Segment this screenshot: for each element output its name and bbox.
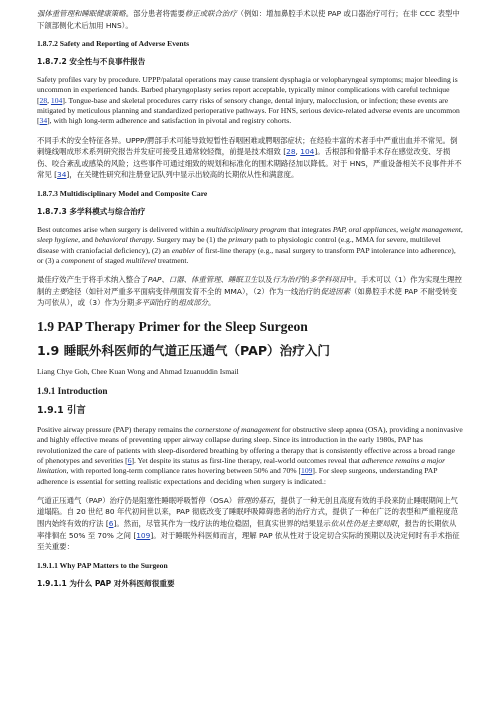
paragraph-1-8-7-2-zh: 不同手术的安全特征各异。UPPP/腭部手术可能导致短暂性吞咽困难或腭咽部症状；在经验丰富的术者手中严重出血并不常见。倒刺缝线咽成形术系列研究报告并发症可接受且通常较轻微，前提是技术细致 [28, 104]。舌根部和骨骼手术存在感觉改变、牙损伤、咬合紊乱或感染的风险；这些事件可通过细致的规划和标准化的围术期路径加以降低。对于 HNS，严重设备相关不良事件并不常见 [34]，在关键性研究和注册登记队列中显示出较高的长期依从性和满意度。	[37, 135, 462, 180]
heading-1-8-7-2-zh: 1.8.7.2 安全性与不良事件报告	[37, 57, 146, 67]
citation-link[interactable]: 6	[108, 518, 114, 528]
citation-link[interactable]: 104	[300, 147, 315, 157]
paragraph-1-9-1-zh: 气道正压通气（PAP）治疗仍是阻塞性睡眠呼吸暂停（OSA）管理的基石，提供了一种无创且高度有效的手段来防止睡眠期间上气道塌陷。自 20 世纪 80 年代初问世以来，PAP 彻底改变了睡眠呼吸障碍患者的治疗方式，提供了一种在广泛的表型和严重程度范围内始终有效的疗法 [6]。然而，尽管其作为一线疗法的地位稳固，但真实世界的结果显示依从性仍是主要局限，报告的长期依从率徘徊在 50% 至 70% 之间 [109]。对于睡眠外科医师而言，理解 PAP 依从性对于设定切合实际的预期以及决定何时有手术指征至关重要：	[37, 495, 460, 552]
heading-1-9-1-1-en: 1.9.1.1 Why PAP Matters to the Surgeon	[37, 560, 168, 570]
paragraph-1-9-1-en: Positive airway pressure (PAP) therapy remains the cornerstone of management for obstructive sleep apnea (OSA), providing a noninvasive and highly effective means of preventing upper airway collapse during sleep. Since its introduction in the early 1980s, PAP has revolutionized the care of patients with sleep-disordered breathing by offering a therapy that is consistently effective across a broad range of phenotypes and severities [6]. Yet despite its status as first-line therapy, real-world outcomes reveal that adherence remains a major limitation, with reported long-term compliance rates hovering between 50% and 70% [109]. For sleep surgeons, understanding PAP adherence is essential for setting realistic expectations and deciding when surgery is indicated.:	[37, 425, 463, 486]
citation-link[interactable]: 28	[39, 95, 48, 105]
citation-link[interactable]: 34	[57, 170, 67, 180]
paragraph-1-8-7-3-en: Best outcomes arise when surgery is delivered within a multidisciplinary program that integrates PAP, oral appliances, weight management, sleep hygiene, and behavioral therapy. Surgery may be (1) the primary path to physiologic control (e.g., MMA for severe, multilevel disease with craniofacial deficiency), (2) an enabler of first-line therapy (e.g., nasal surgery to transform PAP intolerance into adherence), or (3) a component of staged multilevel treatment.	[37, 225, 463, 265]
heading-1-9-en: 1.9 PAP Therapy Primer for the Sleep Surgeon	[37, 319, 308, 335]
citation-link[interactable]: 34	[39, 116, 48, 126]
paragraph-zh-continuation: 强体重管理和睡眠健康策略。部分患者将需要修正或联合治疗（例如：增加鼻腔手术以使 PAP 或口器治疗可行；在非 CCC 表型中下颌部侧化术后加用 HNS）。	[37, 9, 460, 30]
heading-1-9-1-en: 1.9.1 Introduction	[37, 386, 108, 397]
heading-1-9-1-1-zh: 1.9.1.1 为什么 PAP 对外科医师很重要	[37, 578, 175, 588]
paragraph-1-8-7-3-zh: 最佳疗效产生于将手术纳入整合了PAP、口器、体重管理、睡眠卫生以及行为治疗的多学科项目中。手术可以（1）作为实现生理控制的主要途径（如针对严重多平面病变伴颅面发育不全的 MMA），（2）作为一线治疗的促进因素（如鼻腔手术使 PAP 不耐受转变为可依从），或（3）作为分期多平面治疗的组成部分。	[37, 275, 462, 308]
paragraph-1-8-7-2-en: Safety profiles vary by procedure. UPPP/palatal operations may cause transient dysphagia or velopharyngeal symptoms; major bleeding is uncommon in experienced hands. Barbed pharyngoplasty series report acceptable, typically minor complications with careful technique [28, 104]. Tongue-base and skeletal procedures carry risks of sensory change, dental injury, malocclusion, or infection; these events are mitigated by meticulous planning and standardized perioperative pathways. For HNS, serious device-related adverse events are uncommon [34], with high long-term adherence and satisfaction in pivotal and registry cohorts.	[37, 75, 460, 126]
citation-link[interactable]: 6	[127, 455, 132, 465]
heading-1-8-7-3-zh: 1.8.7.3 多学科模式与综合治疗	[37, 207, 146, 217]
heading-1-9-zh: 1.9 睡眠外科医师的气道正压通气（PAP）治疗入门	[37, 343, 331, 359]
heading-1-8-7-3-en: 1.8.7.3 Multidisciplinary Model and Composite Care	[37, 189, 208, 199]
citation-link[interactable]: 109	[301, 466, 313, 476]
citation-link[interactable]: 28	[286, 147, 296, 157]
citation-link[interactable]: 109	[136, 530, 151, 540]
citation-link[interactable]: 104	[50, 95, 63, 105]
heading-1-8-7-2-en: 1.8.7.2 Safety and Reporting of Adverse Events	[37, 39, 190, 49]
heading-1-9-1-zh: 1.9.1 引言	[37, 405, 86, 417]
chapter-authors: Liang Chye Goh, Chee Kuan Wong and Ahmad Izuanuddin Ismail	[37, 367, 239, 377]
